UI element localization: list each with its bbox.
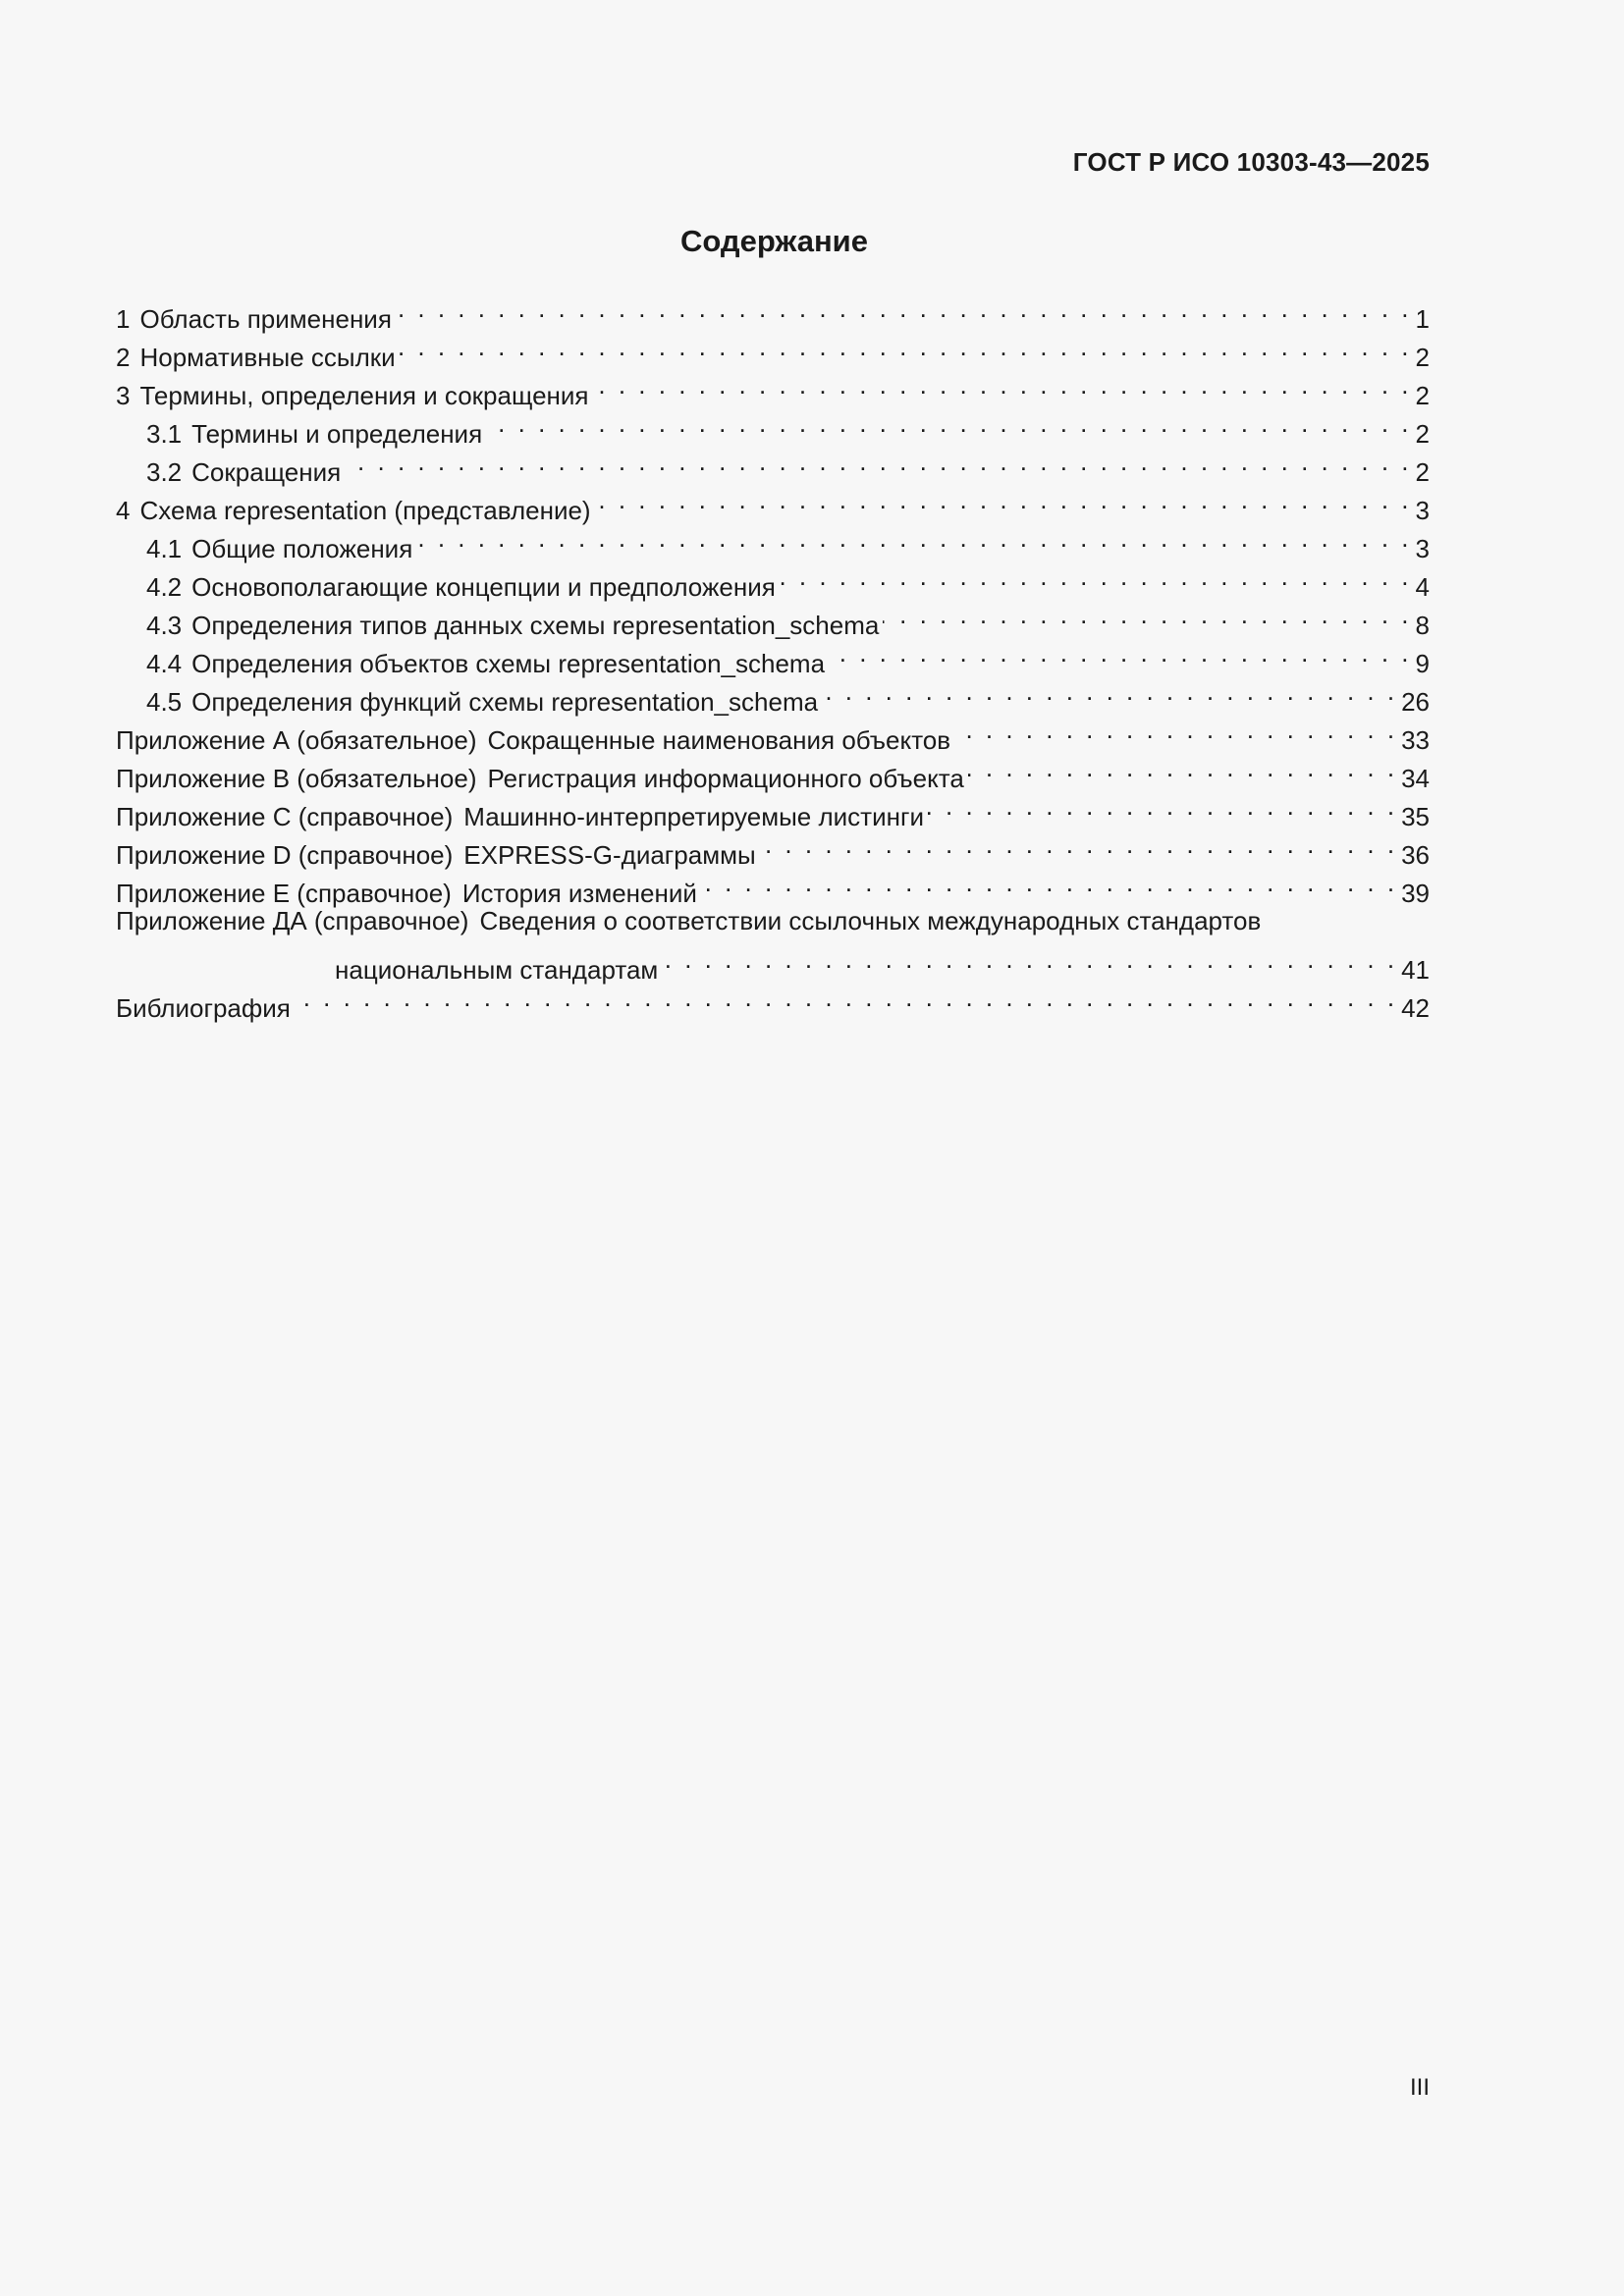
annex-prefix: Приложение В (обязательное) [116,764,477,793]
toc-entry-1[interactable] [116,290,1430,334]
dot-leader [400,328,1412,366]
toc-annex-da-continuation[interactable] [116,940,1430,985]
table-of-contents [116,290,1430,1023]
toc-entry-number: 2 [116,343,131,372]
dot-leader [595,481,1412,519]
toc-entry-page: 2 [1415,343,1430,372]
dot-leader [416,519,1411,558]
dot-leader [954,711,1397,749]
toc-entry-page: 8 [1415,611,1430,640]
annex-prefix: Приложение С (справочное) [116,802,454,831]
toc-entry-page: 39 [1401,879,1430,908]
toc-entry-label: Определения типов данных схемы representation_schema [191,611,880,640]
toc-entry-label: Термины, определения и сокращения [139,381,589,410]
dot-leader [883,596,1411,634]
toc-entry-page: 2 [1415,381,1430,410]
toc-title: Содержание [680,224,868,258]
toc-annex-label [116,902,1261,940]
dot-leader [295,979,1397,1017]
toc-entry-page: 2 [1415,457,1430,487]
annex-title: EXPRESS-G-диаграммы [463,840,756,870]
toc-annex-da[interactable] [116,902,1430,940]
dot-leader [968,749,1397,787]
toc-bibliography[interactable] [116,979,1430,1023]
toc-entry-label: Определения функций схемы representation_schema [191,687,819,717]
annex-title: Машинно-интерпретируемые листинги [463,802,924,831]
toc-entry-label: Область применения [139,304,392,334]
toc-entry-page: 41 [1401,955,1430,985]
toc-entry-page: 26 [1401,687,1430,717]
dot-leader [928,787,1397,826]
toc-entry-page: 36 [1401,840,1430,870]
annex-title-line1: Сведения о соответствии ссылочных международных стандартов [479,906,1262,935]
toc-entry-page: 2 [1415,419,1430,449]
toc-entry-label: Сокращения [191,457,342,487]
toc-entry-page: 1 [1415,304,1430,334]
toc-entry-label: Общие положения [191,534,413,563]
dot-leader [829,634,1411,672]
toc-entry-label: Определения объектов схемы representation_schema [191,649,826,678]
toc-entry-number: 4.4 [146,649,183,678]
toc-entry-page: 3 [1415,496,1430,525]
annex-title-line2: национальным стандартам [335,955,659,985]
dot-leader [396,290,1412,328]
toc-entry-number: 3.1 [146,419,183,449]
toc-annex-label [116,760,964,798]
annex-title: История изменений [461,879,697,908]
toc-entry-number: 4.1 [146,534,183,563]
dot-leader [701,864,1397,902]
toc-entry-number: 1 [116,304,131,334]
toc-entry-label: Основополагающие концепции и предположения [191,572,776,602]
toc-entry-label: Нормативные ссылки [139,343,396,372]
toc-entry-page: 33 [1401,725,1430,755]
toc-entry-number: 4.2 [146,572,183,602]
annex-prefix: Приложение ДА (справочное) [116,906,469,935]
toc-entry-number: 4 [116,496,131,525]
dot-leader [662,940,1397,979]
annex-prefix: Приложение Е (справочное) [116,879,452,908]
toc-entry-number: 3 [116,381,131,410]
toc-entry-label: Термины и определения [191,419,483,449]
dot-leader [486,404,1411,443]
dot-leader [780,558,1412,596]
toc-annex-label [116,836,756,875]
page-number: III [1409,2074,1430,2101]
toc-entry-page: 35 [1401,802,1430,831]
toc-entry-page: 42 [1401,993,1430,1023]
annex-title: Регистрация информационного объекта [487,764,964,793]
toc-entry-label: Библиография [116,993,291,1023]
toc-entry-number: 3.2 [146,457,183,487]
annex-prefix: Приложение D (справочное) [116,840,454,870]
dot-leader [593,366,1412,404]
document-code: ГОСТ Р ИСО 10303-43—2025 [1072,147,1430,177]
toc-entry-label: Схема representation (представление) [139,496,591,525]
dot-leader [760,826,1397,864]
toc-entry-page: 34 [1401,764,1430,793]
toc-entry-number: 4.5 [146,687,183,717]
dot-leader [822,672,1397,711]
annex-title: Сокращенные наименования объектов [487,725,951,755]
toc-entry-number: 4.3 [146,611,183,640]
toc-entry-page: 9 [1415,649,1430,678]
toc-entry-page: 3 [1415,534,1430,563]
toc-entry-page: 4 [1415,572,1430,602]
toc-annex-label [116,721,950,760]
dot-leader [345,443,1411,481]
annex-prefix: Приложение А (обязательное) [116,725,477,755]
